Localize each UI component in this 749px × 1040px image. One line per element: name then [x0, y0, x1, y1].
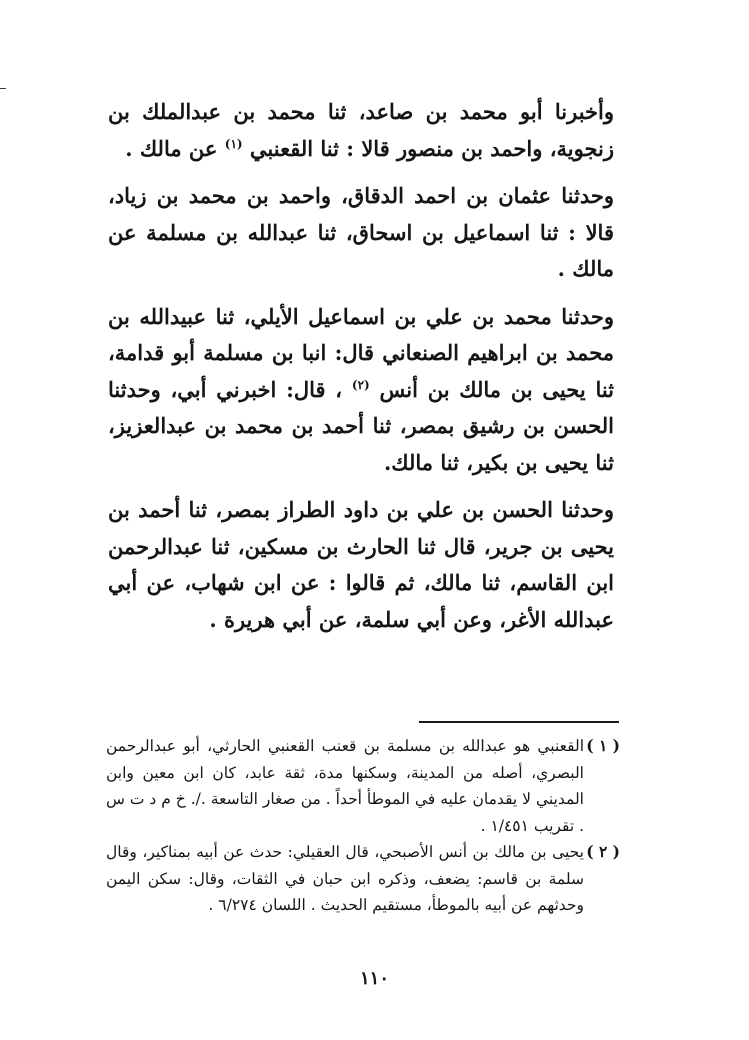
footnote-1-number: ( ١ ) — [586, 736, 620, 755]
main-text — [108, 94, 614, 649]
footnote-2-number: ( ٢ ) — [586, 842, 620, 861]
paragraph-1 — [108, 94, 614, 167]
footnote-separator — [419, 721, 619, 723]
footnote-ref-1: (١) — [224, 136, 243, 151]
footnote-ref-2: (٢) — [351, 377, 370, 392]
paragraph-2: وحدثنا عثمان بن احمد الدقاق، واحمد بن محمد بن زياد، قالا : ثنا اسماعيل بن اسحاق، ثنا عبدالله بن مسلمة عن مالك . — [108, 183, 614, 281]
paragraph-3 — [108, 299, 614, 482]
paragraph-1-text-after: عن مالك . — [125, 135, 218, 161]
footnote-2-text: يحيى بن مالك بن أنس الأصبحي، قال العقيلي: حدث عن أبيه بمناكير، وقال سلمة بن قاسم: يضعف، وذكره ابن حبان في الثقات، وقال: سكن اليمن وحدثهم عن أبيه بالموطأ، مستقيم الحديث . اللسان ٦/٢٧٤ . — [106, 843, 584, 914]
footnote-2 — [106, 839, 620, 919]
paragraph-3-text-after: ، قال: اخبرني أبي، وحدثنا الحسن بن رشيق بمصر، ثنا أحمد بن محمد بن عبدالعزيز، ثنا يحيى بن بكير، ثنا مالك. — [108, 376, 614, 475]
paragraph-4: وحدثنا الحسن بن علي بن داود الطراز بمصر، ثنا أحمد بن يحيى بن جرير، قال ثنا الحارث بن مسكين، ثنا عبدالرحمن ابن القاسم، ثنا مالك، ثم قالوا : عن ابن شهاب، عن أبي عبدالله الأغر، وعن أبي سلمة، عن أبي هريرة . — [108, 497, 614, 632]
footnotes — [106, 733, 620, 919]
margin-mark — [0, 88, 6, 89]
footnote-1-text: القعنبي هو عبدالله بن مسلمة بن قعنب القعنبي الحارثي، أبو عبدالرحمن البصري، أصله من المدينة، وسكنها مدة، ثقة عابد، كان ابن معين وابن المديني لا يقدمان عليه في الموطأ أحداً . من صغار التاسعة ./. خ م د ت س . تقريب ١/٤٥١ . — [106, 737, 584, 835]
paragraph-3-text-before: وحدثنا محمد بن علي بن اسماعيل الأيلي، ثنا عبيدالله بن محمد بن ابراهيم الصنعاني قال: انبا بن مسلمة أبو قدامة، ثنا يحيى بن مالك بن أنس — [108, 303, 615, 402]
footnote-1 — [106, 733, 620, 839]
page-number: ١١٠ — [359, 968, 389, 989]
paragraph-1-text-before: وأخبرنا أبو محمد بن صاعد، ثنا محمد بن عبدالملك بن زنجوية، واحمد بن منصور قالا : ثنا القعنبي — [108, 99, 614, 161]
